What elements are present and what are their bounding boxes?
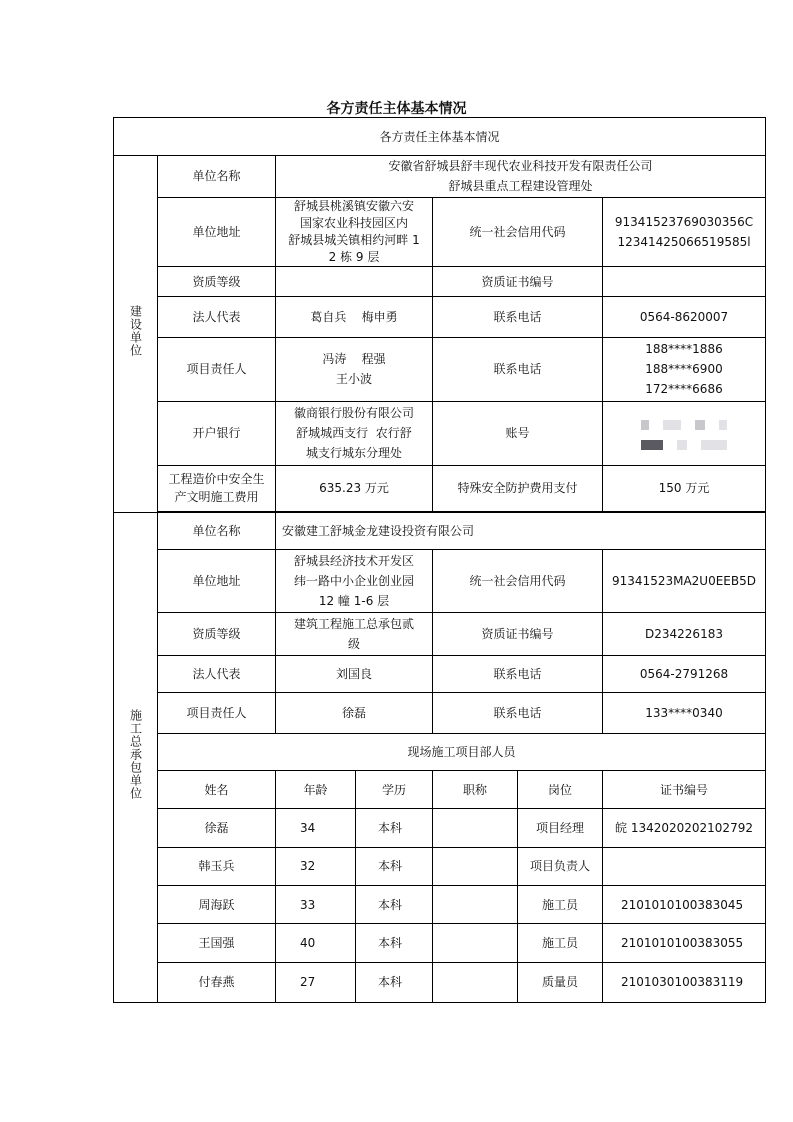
cu-special-cost-value: 150 万元	[603, 465, 766, 511]
staff-columns-row	[114, 771, 766, 809]
staff-name: 付春燕	[158, 962, 276, 1002]
cu-legal-value: 葛自兵 梅申勇	[276, 297, 433, 337]
responsibility-table	[113, 117, 766, 1003]
cu-cert-value	[603, 267, 766, 297]
ct-name-label: 单位名称	[158, 513, 276, 550]
staff-certificate	[603, 847, 766, 885]
construction-unit-section	[114, 156, 158, 513]
table-row	[114, 809, 766, 847]
staff-age: 34	[276, 809, 356, 847]
ct-address-label: 单位地址	[158, 550, 276, 612]
redacted-account-number	[641, 420, 727, 450]
staff-col-name: 姓名	[158, 771, 276, 809]
staff-age: 27	[276, 962, 356, 1002]
staff-position: 施工员	[518, 924, 603, 962]
staff-position: 施工员	[518, 885, 603, 923]
cu-qual-label: 资质等级	[158, 267, 276, 297]
ct-legal-value: 刘国良	[276, 656, 433, 693]
staff-age: 33	[276, 885, 356, 923]
staff-name: 周海跃	[158, 885, 276, 923]
cu-pm-label: 项目责任人	[158, 337, 276, 402]
cu-bank-label: 开户银行	[158, 402, 276, 466]
staff-header: 现场施工项目部人员	[158, 733, 766, 770]
ct-qual-value: 建筑工程施工总承包贰 级	[276, 612, 433, 655]
staff-age: 40	[276, 924, 356, 962]
staff-title	[433, 962, 518, 1002]
staff-title	[433, 924, 518, 962]
table-row	[114, 962, 766, 1002]
staff-title	[433, 885, 518, 923]
staff-certificate: 皖 1342020202102792	[603, 809, 766, 847]
staff-education: 本科	[356, 809, 433, 847]
ct-credit-value: 91341523MA2U0EEB5D	[603, 550, 766, 612]
staff-col-certificate: 证书编号	[603, 771, 766, 809]
staff-title	[433, 847, 518, 885]
ct-credit-label: 统一社会信用代码	[433, 550, 603, 612]
cu-pm-phone: 188****1886 188****6900 172****6686	[603, 337, 766, 402]
staff-education: 本科	[356, 847, 433, 885]
cu-legal-label: 法人代表	[158, 297, 276, 337]
staff-name: 徐磊	[158, 809, 276, 847]
ct-pm-value: 徐磊	[276, 693, 433, 733]
contractor-label: 施工总承包单位	[128, 709, 143, 801]
ct-pm-label: 项目责任人	[158, 693, 276, 733]
cu-address-label: 单位地址	[158, 197, 276, 267]
cu-pm-phone-label: 联系电话	[433, 337, 603, 402]
cu-safety-cost-value: 635.23 万元	[276, 465, 433, 511]
cu-pm-value: 冯涛 程强 王小波	[276, 337, 433, 402]
staff-title	[433, 809, 518, 847]
page-title: 各方责任主体基本情况	[326, 101, 467, 117]
staff-education: 本科	[356, 924, 433, 962]
contractor-section	[114, 513, 158, 1003]
staff-position: 质量员	[518, 962, 603, 1002]
cu-special-cost-label: 特殊安全防护费用支付	[433, 465, 603, 511]
staff-name: 王国强	[158, 924, 276, 962]
cu-qual-value	[276, 267, 433, 297]
cu-account-value	[603, 402, 766, 466]
cu-credit-value: 91341523769030356C 12341425066519585l	[603, 197, 766, 267]
staff-education: 本科	[356, 962, 433, 1002]
staff-col-title: 职称	[433, 771, 518, 809]
cu-safety-cost-label: 工程造价中安全生 产文明施工费用	[158, 465, 276, 511]
table-row	[114, 885, 766, 923]
cu-name-label: 单位名称	[158, 156, 276, 197]
ct-pm-phone-label: 联系电话	[433, 693, 603, 733]
staff-age: 32	[276, 847, 356, 885]
cu-address-value: 舒城县桃溪镇安徽六安 国家农业科技园区内 舒城县城关镇相约河畔 1 2 栋 9 层	[276, 197, 433, 267]
table-header: 各方责任主体基本情况	[114, 118, 766, 156]
ct-address-value: 舒城县经济技术开发区 纬一路中小企业创业园 12 幢 1-6 层	[276, 550, 433, 612]
ct-legal-label: 法人代表	[158, 656, 276, 693]
staff-position: 项目负责人	[518, 847, 603, 885]
staff-col-age: 年龄	[276, 771, 356, 809]
staff-education: 本科	[356, 885, 433, 923]
cu-legal-phone-label: 联系电话	[433, 297, 603, 337]
staff-position: 项目经理	[518, 809, 603, 847]
ct-pm-phone: 133****0340	[603, 693, 766, 733]
cu-bank-value: 徽商银行股份有限公司 舒城城西支行 农行舒 城支行城东分理处	[276, 402, 433, 466]
ct-legal-phone-label: 联系电话	[433, 656, 603, 693]
cu-cert-label: 资质证书编号	[433, 267, 603, 297]
construction-unit-label: 建设单位	[128, 305, 143, 358]
ct-qual-label: 资质等级	[158, 612, 276, 655]
cu-account-label: 账号	[433, 402, 603, 466]
staff-certificate: 2101010100383055	[603, 924, 766, 962]
staff-certificate: 2101010100383045	[603, 885, 766, 923]
table-row	[114, 847, 766, 885]
staff-col-education: 学历	[356, 771, 433, 809]
staff-certificate: 2101030100383119	[603, 962, 766, 1002]
staff-col-position: 岗位	[518, 771, 603, 809]
cu-legal-phone: 0564-8620007	[603, 297, 766, 337]
ct-cert-label: 资质证书编号	[433, 612, 603, 655]
ct-legal-phone: 0564-2791268	[603, 656, 766, 693]
ct-name-value: 安徽建工舒城金龙建设投资有限公司	[276, 513, 766, 550]
ct-cert-value: D234226183	[603, 612, 766, 655]
cu-credit-label: 统一社会信用代码	[433, 197, 603, 267]
table-row	[114, 924, 766, 962]
staff-name: 韩玉兵	[158, 847, 276, 885]
cu-name-value: 安徽省舒城县舒丰现代农业科技开发有限责任公司 舒城县重点工程建设管理处	[276, 156, 766, 197]
